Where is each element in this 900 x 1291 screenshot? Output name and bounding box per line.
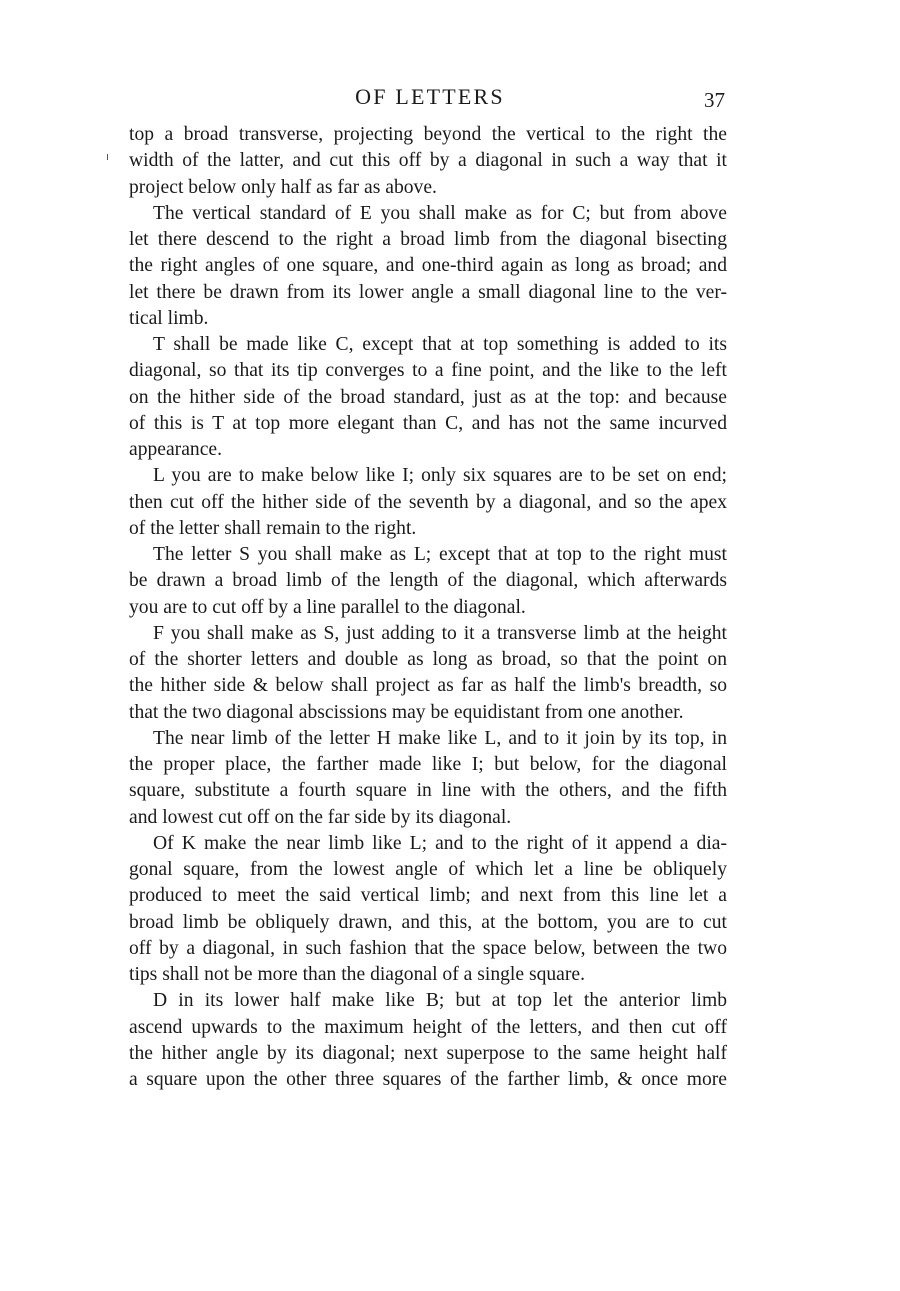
text-line: tips shall not be more than the diagonal of a single square. [129, 964, 585, 985]
text-line: of this is T at top more elegant than C, and has not the same incurved [129, 412, 727, 434]
text-line: L you are to make below like I; only six squares are to be set on end; [153, 465, 727, 487]
paragraph [129, 463, 727, 542]
text-line: broad limb be obliquely drawn, and this, at the bottom, you are to cut [129, 911, 727, 933]
text-line: project below only half as far as above. [129, 176, 437, 198]
text-line: D in its lower half make like B; but at top let the anterior limb [153, 990, 727, 1012]
paragraph [129, 122, 727, 201]
text-line: T shall be made like C, except that at top something is added to its [153, 334, 727, 355]
text-line: The vertical standard of E you shall make as for C; but from above [153, 202, 727, 224]
text-line: you are to cut off by a line parallel to the diagonal. [129, 596, 526, 618]
paragraph [129, 726, 727, 831]
text-line: top a broad transverse, projecting beyond the vertical to the right the [129, 124, 727, 145]
running-title: OF LETTERS [355, 84, 505, 109]
text-line: be drawn a broad limb of the length of the diagonal, which afterwards [129, 570, 727, 592]
text-line: the hither side & below shall project as far as half the limb's breadth, so [129, 675, 727, 697]
paragraph [129, 621, 727, 726]
text-line: and lowest cut off on the far side by its diagonal. [129, 806, 512, 828]
text-line: off by a diagonal, in such fashion that the space below, between the two [129, 937, 727, 959]
text-line: ascend upwards to the maximum height of the letters, and then cut off [129, 1016, 727, 1038]
text-line: the hither angle by its diagonal; next superpose to the same height half [129, 1042, 727, 1064]
text-line: produced to meet the said vertical limb; and next from this line let a [129, 885, 727, 907]
paragraph [129, 831, 727, 989]
text-line: let there be drawn from its lower angle a small diagonal line to the ver- [129, 281, 727, 303]
text-line: Of K make the near limb like L; and to the right of it append a dia- [153, 832, 727, 854]
paragraph [129, 542, 727, 621]
text-line: the proper place, the farther made like I; but below, for the diagonal [129, 754, 727, 775]
text-line: then cut off the hither side of the seventh by a diagonal, and so the apex [129, 491, 727, 513]
stray-ink-mark [107, 154, 108, 160]
text-line: diagonal, so that its tip converges to a fine point, and the like to the left [129, 360, 727, 382]
text-line: square, substitute a fourth square in line with the others, and the fifth [129, 780, 727, 802]
text-line: tical limb. [129, 307, 209, 329]
text-line: The near limb of the letter H make like L, and to it join by its top, in [153, 727, 727, 749]
text-line: the right angles of one square, and one-third again as long as broad; and [129, 255, 727, 277]
text-line: gonal square, from the lowest angle of which let a line be obliquely [129, 859, 727, 880]
text-line: on the hither side of the broad standard, just as at the top: and because [129, 386, 727, 408]
text-line: let there descend to the right a broad limb from the diagonal bisecting [129, 229, 727, 250]
paragraph [129, 201, 727, 332]
page-number: 37 [704, 88, 725, 112]
text-line: of the shorter letters and double as long as broad, so that the point on [129, 649, 727, 670]
body-text [129, 122, 727, 1093]
paragraph [129, 332, 727, 463]
text-line: width of the latter, and cut this off by a diagonal in such a way that it [129, 150, 727, 172]
text-line: F you shall make as S, just adding to it a transverse limb at the height [153, 622, 727, 644]
text-line: The letter S you shall make as L; except that at top to the right must [153, 544, 727, 565]
text-line: appearance. [129, 439, 222, 460]
paragraph [129, 988, 727, 1093]
text-line: that the two diagonal abscissions may be equidistant from one another. [129, 701, 684, 723]
text-line: of the letter shall remain to the right. [129, 517, 417, 539]
text-line: a square upon the other three squares of the farther limb, & once more [129, 1069, 727, 1090]
